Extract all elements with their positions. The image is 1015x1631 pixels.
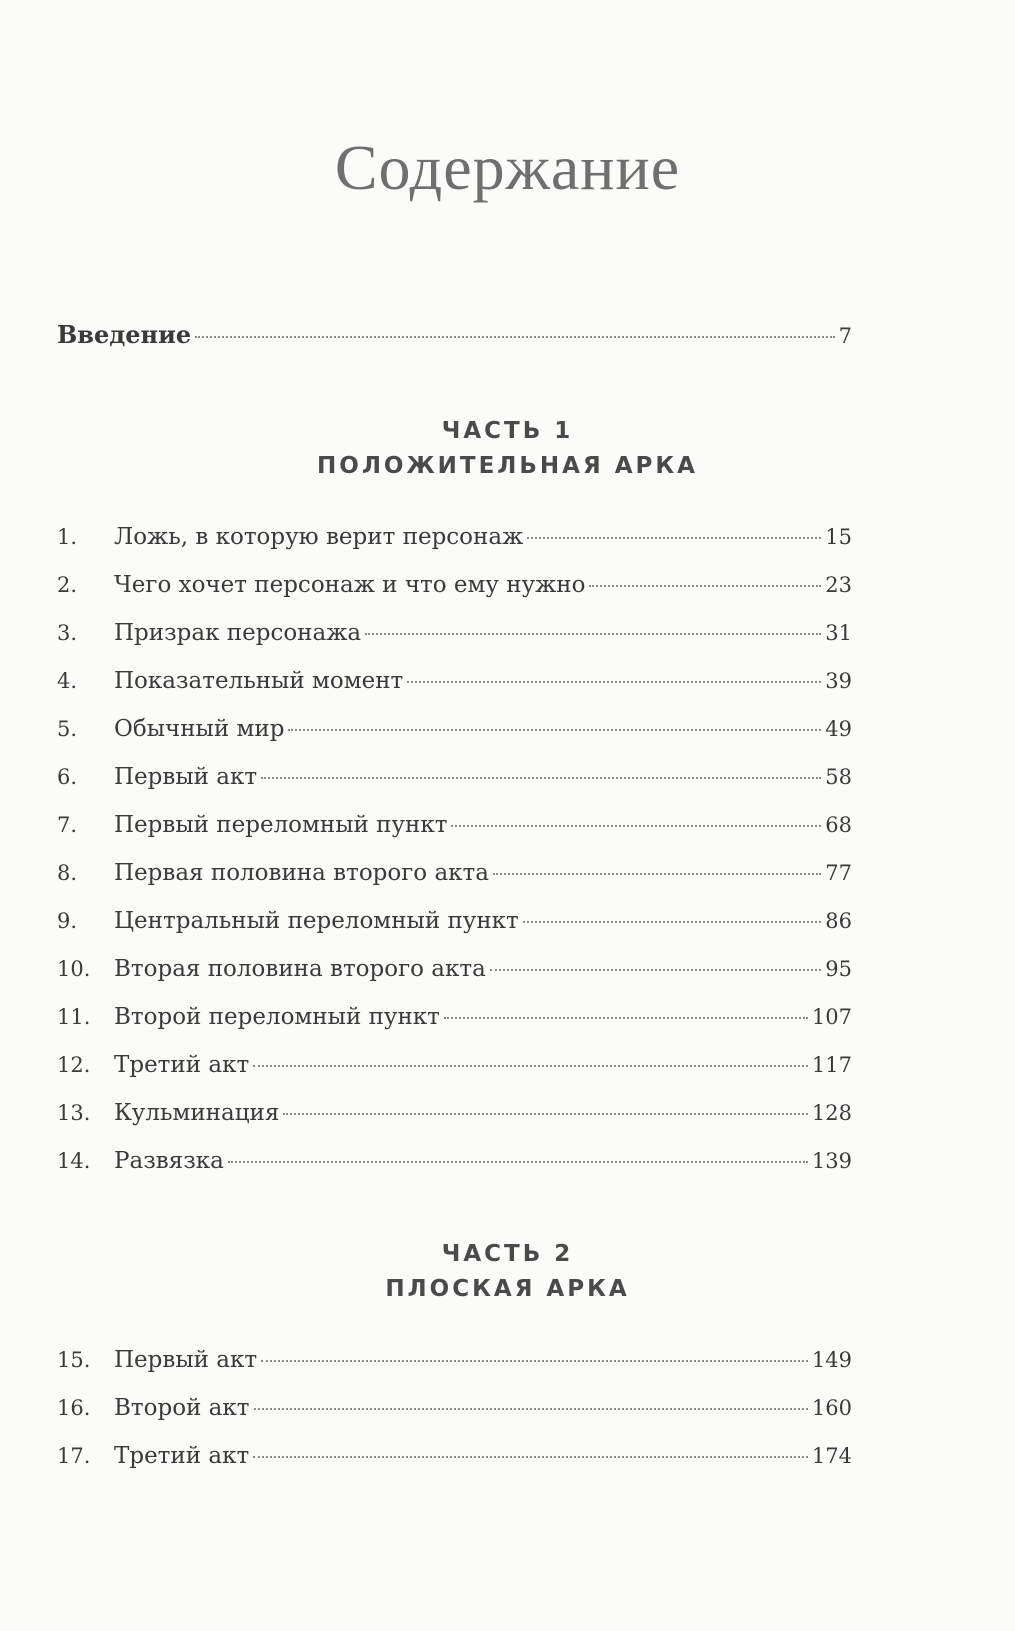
toc-entry[interactable] xyxy=(57,856,852,890)
toc-entry[interactable] xyxy=(57,1391,852,1425)
toc-entry-number: 15. xyxy=(57,1348,91,1372)
toc-entry[interactable] xyxy=(57,760,852,794)
toc-entry-page: 95 xyxy=(825,957,852,981)
toc-entry[interactable] xyxy=(57,904,852,938)
toc-entry-title: Введение xyxy=(57,320,192,349)
toc-entry-page: 7 xyxy=(838,324,852,348)
toc-entry-title: Чего хочет персонаж и что ему нужно xyxy=(114,572,586,598)
toc-entry-number: 1. xyxy=(57,525,78,549)
toc-entry-number: 8. xyxy=(57,861,78,885)
toc-entry-page: 58 xyxy=(825,765,852,789)
toc-entry-number: 5. xyxy=(57,717,78,741)
toc-entry-title: Первый акт xyxy=(114,764,258,790)
dot-leader xyxy=(261,1360,808,1362)
toc-entry-page: 86 xyxy=(825,909,852,933)
toc-entry-page: 49 xyxy=(825,717,852,741)
toc-entry-title: Второй переломный пункт xyxy=(114,1004,440,1030)
dot-leader xyxy=(493,873,821,875)
dot-leader xyxy=(444,1017,808,1019)
toc-entry-page: 15 xyxy=(825,525,852,549)
toc-entry-number: 12. xyxy=(57,1053,91,1077)
toc-entry[interactable] xyxy=(57,1144,852,1178)
toc-entry-number: 9. xyxy=(57,909,78,933)
toc-entry[interactable] xyxy=(57,808,852,842)
toc-entry-title: Первый акт xyxy=(114,1347,258,1373)
dot-leader xyxy=(451,825,821,827)
dot-leader xyxy=(407,681,821,683)
dot-leader xyxy=(288,729,821,731)
toc-entry-title: Второй акт xyxy=(114,1395,250,1421)
toc-entry-title: Показательный момент xyxy=(114,668,404,694)
toc-entry-page: 23 xyxy=(825,573,852,597)
dot-leader xyxy=(254,1408,808,1410)
toc-entry-number: 16. xyxy=(57,1396,91,1420)
toc-entry-title: Центральный переломный пункт xyxy=(114,908,519,934)
toc-entry-page: 31 xyxy=(825,621,852,645)
dot-leader xyxy=(283,1113,808,1115)
toc-entry-title: Первая половина второго акта xyxy=(114,860,489,886)
dot-leader xyxy=(523,921,822,923)
toc-entry-page: 117 xyxy=(811,1053,852,1077)
part-2-subtitle: ПЛОСКАЯ АРКА xyxy=(385,1276,630,1302)
toc-entry-title: Обычный мир xyxy=(114,716,285,742)
dot-leader xyxy=(490,969,821,971)
dot-leader xyxy=(365,633,821,635)
dot-leader xyxy=(253,1065,808,1067)
toc-entry[interactable] xyxy=(57,1096,852,1130)
toc-entry-number: 10. xyxy=(57,957,91,981)
part-1-subtitle: ПОЛОЖИТЕЛЬНАЯ АРКА xyxy=(317,453,698,479)
toc-entry[interactable] xyxy=(57,1048,852,1082)
dot-leader xyxy=(589,585,821,587)
toc-entry-page: 68 xyxy=(825,813,852,837)
toc-entry-title: Вторая половина второго акта xyxy=(114,956,486,982)
toc-entry-title: Призрак персонажа xyxy=(114,620,362,646)
toc-entry[interactable] xyxy=(57,664,852,698)
toc-entry-page: 107 xyxy=(811,1005,852,1029)
toc-entry-number: 17. xyxy=(57,1444,91,1468)
toc-entry-number: 14. xyxy=(57,1149,91,1173)
toc-entry[interactable] xyxy=(57,952,852,986)
dot-leader xyxy=(261,777,821,779)
toc-entry[interactable] xyxy=(57,1000,852,1034)
toc-entry-intro[interactable] xyxy=(57,318,852,352)
toc-entry-page: 149 xyxy=(811,1348,852,1372)
toc-entry-number: 7. xyxy=(57,813,78,837)
dot-leader xyxy=(253,1456,808,1458)
toc-entry-page: 160 xyxy=(811,1396,852,1420)
toc-entry-page: 174 xyxy=(811,1444,852,1468)
toc-entry[interactable] xyxy=(57,712,852,746)
toc-entry-title: Развязка xyxy=(114,1148,224,1174)
toc-entry-title: Третий акт xyxy=(114,1052,250,1078)
toc-entry-number: 13. xyxy=(57,1101,91,1125)
toc-entry-page: 128 xyxy=(811,1101,852,1125)
toc-entry-number: 3. xyxy=(57,621,78,645)
toc-entry-page: 77 xyxy=(825,861,852,885)
toc-entry-title: Третий акт xyxy=(114,1443,250,1469)
toc-entry[interactable] xyxy=(57,1343,852,1377)
toc-entry-number: 11. xyxy=(57,1005,91,1029)
toc-entry[interactable] xyxy=(57,520,852,554)
part-1-label: ЧАСТЬ 1 xyxy=(441,418,574,444)
toc-entry-page: 39 xyxy=(825,669,852,693)
toc-entry[interactable] xyxy=(57,568,852,602)
toc-entry[interactable] xyxy=(57,616,852,650)
toc-entry-number: 4. xyxy=(57,669,78,693)
toc-entry-number: 2. xyxy=(57,573,78,597)
toc-entry-page: 139 xyxy=(811,1149,852,1173)
toc-entry-title: Кульминация xyxy=(114,1100,280,1126)
toc-entry-title: Первый переломный пункт xyxy=(114,812,448,838)
toc-entry-number: 6. xyxy=(57,765,78,789)
dot-leader xyxy=(527,537,821,539)
dot-leader xyxy=(195,336,834,338)
page-title: Содержание xyxy=(334,132,681,203)
part-2-label: ЧАСТЬ 2 xyxy=(441,1241,574,1267)
toc-entry-title: Ложь, в которую верит персонаж xyxy=(114,524,524,550)
toc-entry[interactable] xyxy=(57,1439,852,1473)
dot-leader xyxy=(228,1161,808,1163)
